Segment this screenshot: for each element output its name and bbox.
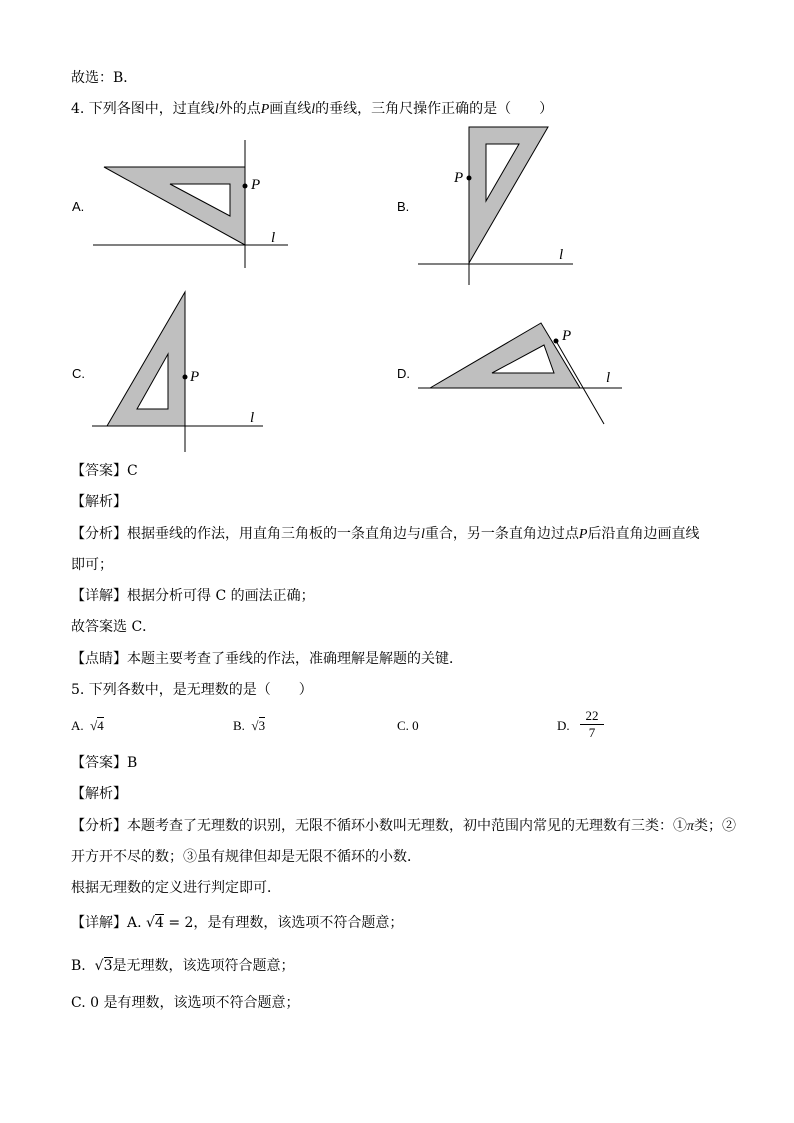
text-part: 类；② [694,818,737,834]
text-part: 是无理数，该选项符合题意； [112,958,295,974]
line-l-label-B: l [559,247,564,263]
line-l-label-A: l [271,230,276,246]
text-part: 【分析】本题考查了无理数的识别，无限不循环小数叫无理数，初中范围内常见的无理数有三类：① [71,818,687,834]
option-label: B. [233,718,245,733]
figure-B-label: B. [397,199,410,214]
q5-fenxi-3: 根据无理数的定义进行判定即可． [71,880,281,896]
q5-option-B: B. √3 [233,718,266,733]
q5-analysis-heading: 【解析】 [71,786,127,802]
q5-option-D-label: D. [557,718,570,733]
line-l-label-D: l [606,370,611,386]
radicand: 3 [103,958,113,974]
text-part: B. [71,958,86,974]
text-part: 【详解】A. [71,915,142,931]
text-part: 后沿直角边画直线 [587,526,700,542]
var-P: P [578,527,588,542]
point-P-label-C: P [190,369,200,385]
figure-A-label: A. [72,199,85,214]
q5-fenxi-cont: 开方开不尽的数；③虽有规律但却是无限不循环的小数． [71,849,421,865]
q5-option-A: A. √4 [71,718,104,733]
q5-answer: 【答案】B [71,755,138,771]
denominator: 7 [588,725,596,740]
q4-stem-part: 的垂线，三角尺操作正确的是（ ） [315,101,554,117]
q5-option-D-fraction [580,708,604,741]
figure-D [418,323,622,424]
pi-symbol: π [687,819,695,834]
var-l: l [311,102,316,117]
point-P-label-A: P [251,177,261,193]
var-l: l [421,527,425,542]
text-part: ，是有理数，该选项不符合题意； [193,915,404,931]
var-P: P [260,102,270,117]
radicand: 3 [258,718,266,733]
radicand: 4 [154,915,164,931]
figure-C-label: C. [72,366,85,381]
option-label: A. [71,718,84,733]
q5-xiangjie-A: 【详解】A. √4 = 2，是有理数，该选项不符合题意； [71,915,404,931]
q5-option-C: C. 0 [397,718,419,733]
prev-answer-line: 故选：B． [71,70,138,86]
equation-part: = 2 [168,915,194,931]
q5-fenxi [71,816,736,837]
point-P-label-B: P [454,170,464,186]
q4-fenxi [71,524,699,545]
q4-analysis-heading: 【解析】 [71,494,127,510]
q4-stem-part: 外的点 [218,101,261,117]
line-l-label-C: l [250,410,255,426]
point-P-label-D: P [562,328,572,344]
q4-dianjing: 【点睛】本题主要考查了垂线的作法，准确理解是解题的关键． [71,651,463,667]
figure-D-label: D. [397,366,410,381]
q4-stem-part: 4. 下列各图中，过直线 [71,101,215,117]
q5-xiangjie-C: C. 0 是有理数，该选项不符合题意； [71,995,300,1011]
q5-xiangjie-B: B. √3是无理数，该选项符合题意； [71,958,295,974]
text-part: 【分析】根据垂线的作法，用直角三角板的一条直角边与 [71,526,421,542]
figure-A [93,140,288,268]
q4-conclusion: 故答案选 C． [71,619,157,635]
figure-C [92,292,263,452]
text-part: 重合，另一条直角边过点 [424,526,579,542]
question-5-stem: 5. 下列各数中，是无理数的是（ ） [71,682,313,698]
figure-B [418,127,573,285]
numerator: 22 [580,708,604,725]
radicand: 4 [97,718,104,733]
q4-stem-part: 画直线 [269,101,312,117]
q4-xiangjie: 【详解】根据分析可得 C 的画法正确； [71,588,315,604]
q4-fenxi-cont: 即可； [71,557,113,573]
var-l: l [214,102,219,117]
q4-answer: 【答案】C [71,463,138,479]
